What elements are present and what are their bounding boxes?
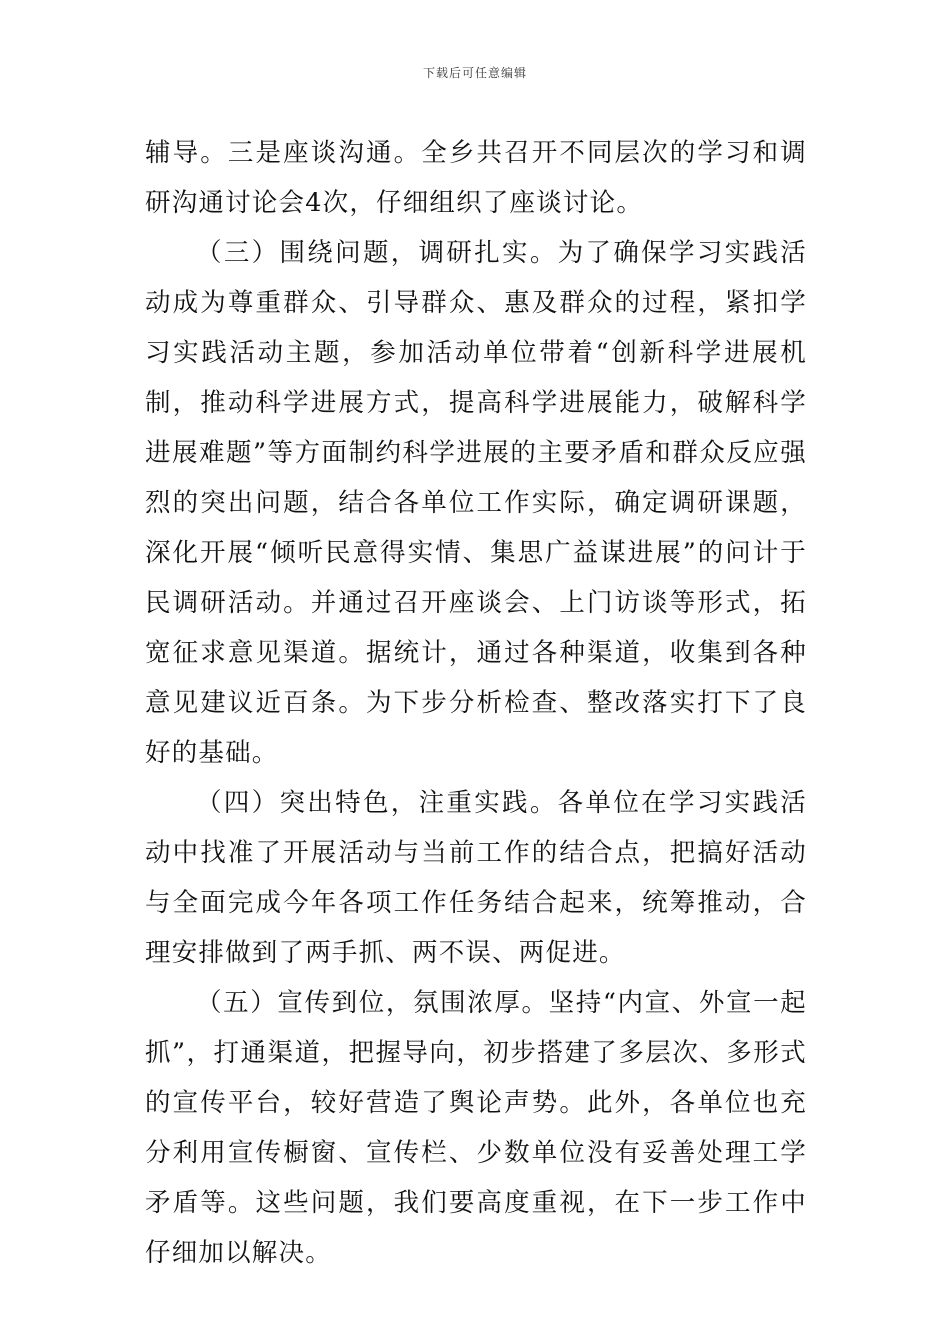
paragraph-continuation: 辅导。三是座谈沟通。全乡共召开不同层次的学习和调研沟通讨论会4次，仔细组织了座谈讨论。 [145,138,807,218]
paragraph-section-5: （五）宣传到位，氛围浓厚。坚持“内宣、外宣一起抓”，打通渠道，把握导向，初步搭建了多层次、多形式的宣传平台，较好营造了舆论声势。此外，各单位也充分利用宣传橱窗、宣传栏、少数单位没有妥善处理工学矛盾等。这些问题，我们要高度重视，在下一步工作中仔细加以解决。 [145,988,807,1268]
paragraph-section-3: （三）围绕问题，调研扎实。为了确保学习实践活动成为尊重群众、引导群众、惠及群众的过程，紧扣学习实践活动主题，参加活动单位带着“创新科学进展机制，推动科学进展方式，提高科学进展能力，破解科学进展难题”等方面制约科学进展的主要矛盾和群众反应强烈的突出问题，结合各单位工作实际，确定调研课题，深化开展“倾听民意得实情、集思广益谋进展”的问计于民调研活动。并通过召开座谈会、上门访谈等形式，拓宽征求意见渠道。据统计，通过各种渠道，收集到各种意见建议近百条。为下步分析检查、整改落实打下了良好的基础。 [145,238,807,768]
page-header-note: 下载后可任意编辑 [422,66,527,80]
paragraph-section-4: （四）突出特色，注重实践。各单位在学习实践活动中找准了开展活动与当前工作的结合点，把搞好活动与全面完成今年各项工作任务结合起来，统筹推动，合理安排做到了两手抓、两不误、两促进。 [145,788,807,968]
document-body [145,128,807,1278]
